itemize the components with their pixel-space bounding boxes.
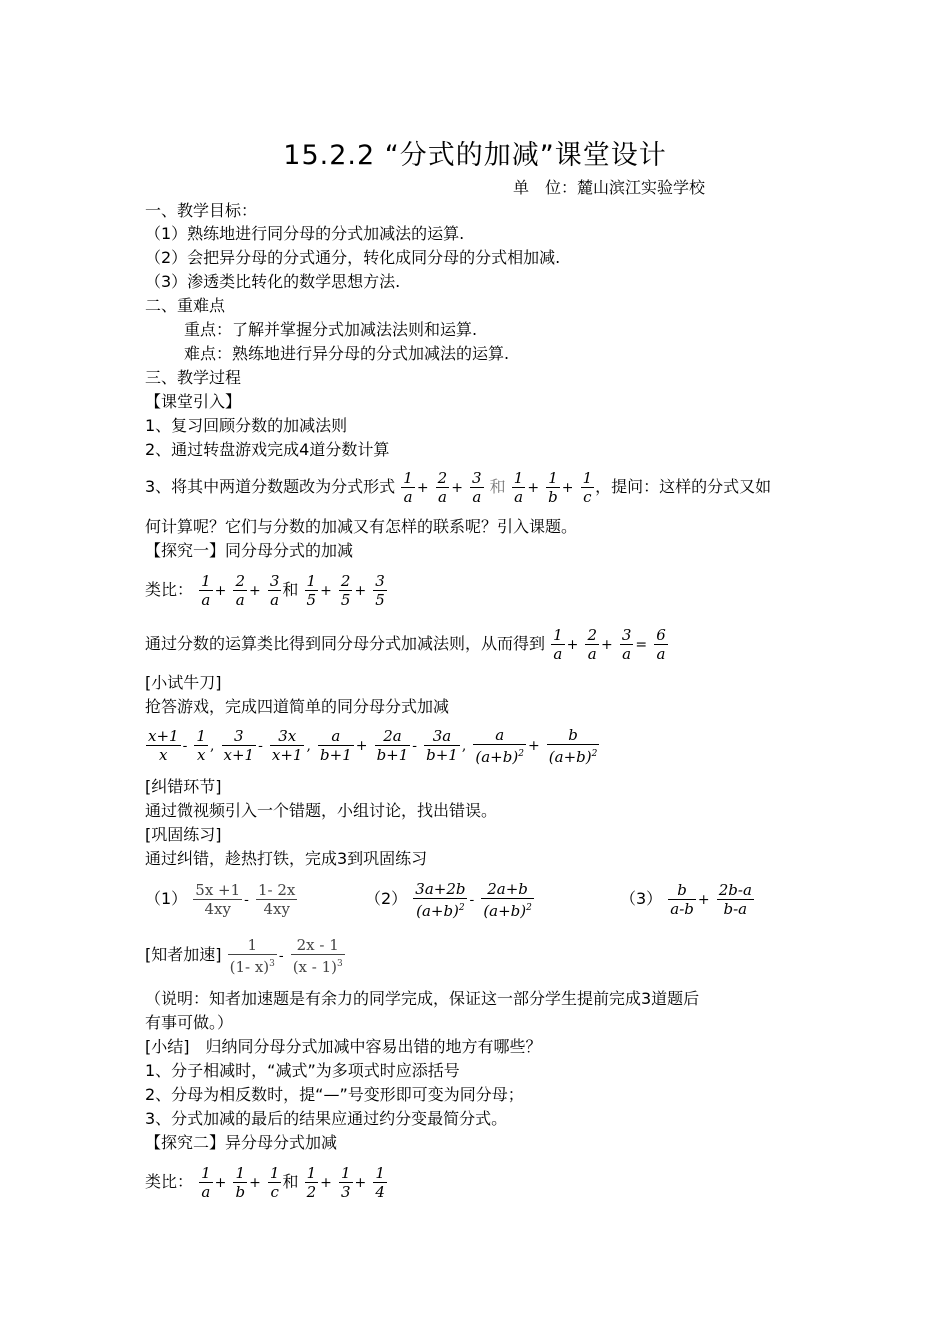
fraction: $\frac{3}{a}$ (621, 626, 632, 663)
summary-item-1: 1、分子相减时，“减式”为多项式时应添括号 (145, 1061, 460, 1080)
fast-track-label: [知者加速] (145, 945, 222, 964)
practice-3: （3） $\frac{b}{a-b}$ + $\frac{2b-a}{b-a}$ (620, 881, 752, 918)
consolidate-heading: [巩固练习] (145, 825, 222, 844)
fraction: $\frac{a}{(a+b)^2}$ (475, 725, 524, 766)
fraction: $\frac{2a}{b+1}$ (376, 727, 409, 764)
and-word: 和 (282, 1172, 299, 1191)
section-process: 三、教学过程 (145, 368, 242, 387)
goal-2: （2）会把异分母的分式通分，转化成同分母的分式相加减. (145, 248, 561, 267)
fraction: $\frac{1}{(1- x)^3}$ (229, 935, 275, 976)
fraction: $\frac{3}{5}$ (375, 572, 385, 609)
fraction: $\frac{1}{a}$ (201, 1164, 211, 1201)
analogy-label: 类比： (145, 580, 194, 599)
fraction: $\frac{1}{3}$ (340, 1164, 351, 1201)
fraction: $\frac{1}{a}$ (513, 469, 524, 506)
fraction: $\frac{a}{b+1}$ (320, 727, 352, 764)
explore-2-heading: 【探究二】异分母分式加减 (145, 1133, 338, 1152)
try-heading: [小试牛刀] (145, 673, 222, 692)
goal-3: （3）渗透类比转化的数学思想方法. (145, 272, 401, 291)
fraction: $\frac{2}{a}$ (437, 469, 448, 506)
note-line-2: 有事可做。） (145, 1013, 234, 1032)
fraction: $\frac{x+1}{x}$ (148, 727, 179, 764)
analogy-1: 类比： $\frac{1}{a}$ + $\frac{2}{a}$ + $\frac{3}{a}$ 和 $\frac{1}{5}$ + $\frac{2}{5}$ + $\frac{3}{5}$ (145, 572, 385, 609)
consolidate-description: 通过纠错，趁热打铁，完成3到巩固练习 (145, 849, 428, 868)
fraction: $\frac{1- 2x}{4xy}$ (258, 881, 296, 918)
goal-1: （1）熟练地进行同分母的分式加减法的运算. (145, 224, 465, 243)
summary-item-3: 3、分式加减的最后的结果应通过约分变最简分式。 (145, 1109, 508, 1128)
try-description: 抢答游戏，完成四道简单的同分母分式加减 (145, 697, 450, 716)
intro-item-3-cont: 何计算呢？它们与分数的加减又有怎样的联系呢？引入课题。 (145, 517, 578, 536)
fraction: $\frac{3x}{x+1}$ (271, 727, 303, 764)
analogy-label: 类比： (145, 1172, 194, 1191)
practice-1: （1） $\frac{5x +1}{4xy}$ - $\frac{1- 2x}{4xy}$ (145, 881, 296, 918)
fraction: $\frac{2a+b}{(a+b)^2}$ (483, 879, 532, 920)
fraction: $\frac{1}{b}$ (235, 1164, 246, 1201)
fraction: $\frac{1}{c}$ (269, 1164, 280, 1201)
practice-2: （2） $\frac{3a+2b}{(a+b)^2}$ - $\frac{2a+b}{(a+b)^2}$ (365, 879, 532, 920)
fraction: $\frac{2}{a}$ (235, 572, 246, 609)
practice-label: （1） (145, 889, 188, 908)
fraction: $\frac{2}{a}$ (587, 626, 598, 663)
fraction: $\frac{b}{(a+b)^2}$ (548, 725, 598, 766)
fraction: $\frac{3}{x+1}$ (223, 727, 255, 764)
page-title: 15.2.2 “分式的加减”课堂设计 (283, 140, 667, 171)
explore-1-heading: 【探究一】同分母分式的加减 (145, 541, 354, 560)
fraction: $\frac{1}{c}$ (582, 469, 593, 506)
rule-line: 通过分数的运算类比得到同分母分式加减法则，从而得到 $\frac{1}{a}$ + $\frac{2}{a}$ + $\frac{3}{a}$ = $\frac{6}{a}$ (145, 626, 666, 663)
practice-label: （2） (365, 889, 408, 908)
summary-heading: [小结] 归纳同分母分式加减中容易出错的地方有哪些？ (145, 1037, 542, 1056)
intro-item-2: 2、通过转盘游戏完成4道分数计算 (145, 440, 390, 459)
fraction: $\frac{1}{2}$ (306, 1164, 317, 1201)
fraction: $\frac{1}{b}$ (548, 469, 558, 506)
fraction: $\frac{1}{x}$ (196, 727, 206, 764)
practice-label: （3） (620, 889, 663, 908)
fraction: $\frac{3a+2b}{(a+b)^2}$ (415, 879, 466, 920)
fraction: $\frac{3}{a}$ (472, 469, 482, 506)
fraction: $\frac{2x - 1}{(x - 1)^3}$ (292, 935, 343, 976)
section-key-points: 二、重难点 (145, 296, 226, 315)
fraction: $\frac{2b-a}{b-a}$ (718, 881, 752, 918)
fast-track: [知者加速] $\frac{1}{(1- x)^3}$ - $\frac{2x - 1}{(x - 1)^3}$ (145, 935, 343, 976)
rule-text: 通过分数的运算类比得到同分母分式加减法则，从而得到 (145, 634, 546, 653)
and-word: 和 (282, 580, 299, 599)
fraction: $\frac{3a}{b+1}$ (426, 727, 458, 764)
intro-item-3: 3、将其中两道分数题改为分式形式 $\frac{1}{a}$ + $\frac{2}{a}$ + $\frac{3}{a}$ 和 $\frac{1}{a}$ + $\frac{1}{b}$ + $\frac{1}{c}$ ，提问：这样的分式又如 (145, 469, 772, 506)
fix-heading: [纠错环节] (145, 777, 222, 796)
fraction: $\frac{b}{a-b}$ (670, 881, 694, 918)
key-point: 重点：了解并掌握分式加减法法则和运算. (184, 320, 478, 339)
fraction: $\frac{5x +1}{4xy}$ (195, 881, 241, 918)
school-unit: 单 位：麓山滨江实验学校 (513, 178, 706, 197)
summary-item-2: 2、分母为相反数时，提“—”号变形即可变为同分母； (145, 1085, 524, 1104)
fix-description: 通过微视频引入一个错题，小组讨论，找出错误。 (145, 801, 498, 820)
intro-item-1: 1、复习回顾分数的加减法则 (145, 416, 348, 435)
intro-item-3-question: ，提问：这样的分式又如 (595, 477, 772, 496)
intro-item-3-text: 3、将其中两道分数题改为分式形式 (145, 477, 396, 496)
fraction: $\frac{1}{5}$ (306, 572, 317, 609)
fraction: $\frac{1}{a}$ (403, 469, 413, 506)
section-goals: 一、教学目标： (145, 201, 258, 220)
difficult-point: 难点：熟练地进行异分母的分式加减法的运算. (184, 344, 510, 363)
note-line-1: （说明：知者加速题是有余力的同学完成，保证这一部分学生提前完成3道题后 (145, 989, 700, 1008)
intro-heading: 【课堂引入】 (145, 392, 242, 411)
fraction: $\frac{6}{a}$ (656, 626, 666, 663)
fraction: $\frac{2}{5}$ (340, 572, 351, 609)
quick-exercises: $\frac{x+1}{x}$ - $\frac{1}{x}$ , $\frac{3}{x+1}$ - $\frac{3x}{x+1}$ , $\frac{a}{b+1}$ + $\frac{2a}{b+1}$ - $\frac{3a}{b+1}$ , $\frac{a}{(a+b)^2}$ + $\frac{b}{(a+b)^2}$ (148, 725, 598, 766)
fraction: $\frac{1}{a}$ (201, 572, 211, 609)
analogy-2: 类比： $\frac{1}{a}$ + $\frac{1}{b}$ + $\frac{1}{c}$ 和 $\frac{1}{2}$ + $\frac{1}{3}$ + $\frac{1}{4}$ (145, 1164, 385, 1201)
and-word: 和 (489, 477, 506, 496)
fraction: $\frac{1}{4}$ (375, 1164, 385, 1201)
fraction: $\frac{1}{a}$ (553, 626, 563, 663)
fraction: $\frac{3}{a}$ (269, 572, 280, 609)
